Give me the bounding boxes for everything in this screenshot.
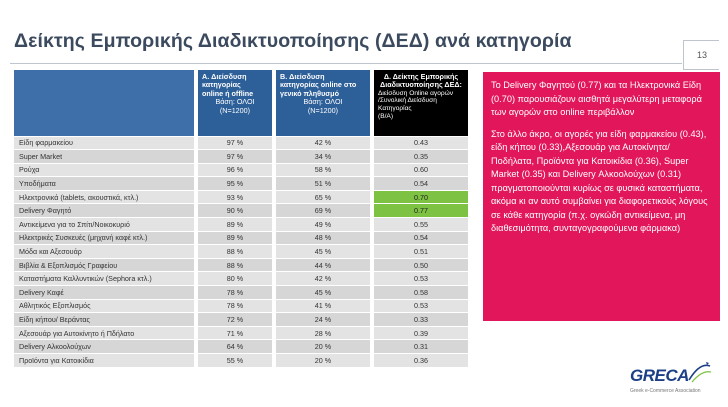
table-row xyxy=(14,163,468,177)
row-value-ded: 0.51 xyxy=(372,245,468,259)
row-category: Είδη κήπου/ Βεράντας xyxy=(14,313,196,327)
row-value-ded: 0.33 xyxy=(372,313,468,327)
table-header-row xyxy=(14,70,468,136)
row-value-b: 69 % xyxy=(274,204,372,218)
row-value-b: 65 % xyxy=(274,190,372,204)
row-value-a: 71 % xyxy=(196,326,274,340)
row-value-ded: 0.55 xyxy=(372,218,468,232)
row-value-b: 48 % xyxy=(274,231,372,245)
row-category: Αθλητικός Εξοπλισμός xyxy=(14,299,196,313)
row-category: Super Market xyxy=(14,150,196,164)
insight-callout xyxy=(483,72,720,321)
col-ded-title-line: Διαδικτυοποίησης ΔΕΔ: xyxy=(380,80,462,90)
row-category: Υποδήματα xyxy=(14,177,196,191)
row-value-a: 96 % xyxy=(196,163,274,177)
table-body xyxy=(14,136,468,367)
row-category: Βιβλία & Εξοπλισμός Γραφείου xyxy=(14,258,196,272)
logo-wordmark: GRECA xyxy=(630,366,689,385)
row-value-ded: 0.60 xyxy=(372,163,468,177)
row-value-a: 95 % xyxy=(196,177,274,191)
row-value-b: 45 % xyxy=(274,286,372,300)
row-value-ded: 0.31 xyxy=(372,340,468,354)
row-value-b: 44 % xyxy=(274,258,372,272)
col-ded-desc-line: Κατηγορίας xyxy=(378,105,412,112)
row-category: Ηλεκτρονικά (tablets, ακουστικά, κτλ.) xyxy=(14,190,196,204)
col-b-title-line: γενικό πληθυσμό xyxy=(280,88,339,98)
table-row xyxy=(14,340,468,354)
logo-swoosh-icon xyxy=(686,360,712,384)
row-value-a: 88 % xyxy=(196,258,274,272)
row-value-ded: 0.50 xyxy=(372,258,468,272)
row-value-ded: 0.77 xyxy=(372,204,468,218)
row-value-b: 45 % xyxy=(274,245,372,259)
row-value-b: 24 % xyxy=(274,313,372,327)
header-col-b xyxy=(274,70,372,136)
row-value-a: 72 % xyxy=(196,313,274,327)
col-b-title-line: B. Διείσδυση xyxy=(280,72,325,81)
row-value-b: 41 % xyxy=(274,299,372,313)
row-value-ded: 0.39 xyxy=(372,326,468,340)
callout-paragraph-2: Στο άλλο άκρο, οι αγορές για είδη φαρμακείου (0.43), είδη κήπου (0.33),Αξεσουάρ για Αυτοκίνητα/Ποδήλατα, Προϊόντα για Κατοικίδια (0.36), Super Market (0.35) και Delivery Αλκοολούχων (0.31) πραγματοποιούνται κυρίως σε φυσικά καταστήματα, ακόμα κι αν αυτό συμβαίνει για διαφορετικούς λόγους σε κάθε κατηγορία (π.χ. ογκώδη αντικείμενα, μη διαθεσιμότητα, συνταγογραφούμενα φάρμακα) xyxy=(491,128,708,233)
table-row xyxy=(14,299,468,313)
row-value-ded: 0.53 xyxy=(372,272,468,286)
table-row xyxy=(14,190,468,204)
row-value-b: 42 % xyxy=(274,136,372,150)
col-a-title-line: online ή offline xyxy=(202,88,254,98)
row-value-b: 20 % xyxy=(274,354,372,368)
col-b-title-line: κατηγορίας online στο xyxy=(280,80,357,90)
col-a-title-line: κατηγορίας xyxy=(202,80,241,90)
col-ded-desc-line: (B/A) xyxy=(378,112,394,120)
row-value-ded: 0.36 xyxy=(372,354,468,368)
col-ded-desc-line: /Συνολική Διείσδυση xyxy=(378,97,437,105)
row-value-ded: 0.54 xyxy=(372,231,468,245)
row-value-a: 97 % xyxy=(196,150,274,164)
row-value-a: 78 % xyxy=(196,286,274,300)
col-ded-desc-line: Διείσδυση Online αγορών xyxy=(378,89,454,97)
col-ded-title-line: Δ. Δείκτης Εμπορικής xyxy=(383,72,459,81)
row-value-a: 90 % xyxy=(196,204,274,218)
row-value-a: 88 % xyxy=(196,245,274,259)
table-row xyxy=(14,150,468,164)
row-value-a: 64 % xyxy=(196,340,274,354)
ded-table xyxy=(14,70,468,368)
slide-title: Δείκτης Εμπορικής Διαδικτυοποίησης (ΔΕΔ) ανά κατηγορία xyxy=(14,30,572,52)
row-value-a: 89 % xyxy=(196,231,274,245)
row-value-a: 55 % xyxy=(196,354,274,368)
table-row xyxy=(14,245,468,259)
row-value-b: 51 % xyxy=(274,177,372,191)
table-row xyxy=(14,177,468,191)
row-category: Είδη φαρμακείου xyxy=(14,136,196,150)
row-category: Αξεσουάρ για Αυτοκίνητο ή Πδήλατο xyxy=(14,326,196,340)
row-category: Καταστήματα Καλλυντικών (Sephora κτλ.) xyxy=(14,272,196,286)
row-value-ded: 0.58 xyxy=(372,286,468,300)
row-value-b: 34 % xyxy=(274,150,372,164)
row-value-a: 93 % xyxy=(196,190,274,204)
row-value-a: 80 % xyxy=(196,272,274,286)
header-col-a xyxy=(196,70,274,136)
row-value-ded: 0.70 xyxy=(372,190,468,204)
row-value-a: 89 % xyxy=(196,218,274,232)
row-category: Ηλεκτρικές Συσκευές (μηχανή καφέ κτλ.) xyxy=(14,231,196,245)
row-value-b: 20 % xyxy=(274,340,372,354)
greca-logo xyxy=(630,360,720,400)
row-value-b: 42 % xyxy=(274,272,372,286)
row-value-ded: 0.54 xyxy=(372,177,468,191)
row-category: Προϊόντα για Κατοικίδια xyxy=(14,354,196,368)
table-row xyxy=(14,231,468,245)
header-col-ded xyxy=(372,70,468,136)
row-value-a: 97 % xyxy=(196,136,274,150)
title-divider xyxy=(10,63,682,64)
row-category: Αντικείμενα για το Σπίτι/Νοικοκυριό xyxy=(14,218,196,232)
table-row xyxy=(14,354,468,368)
table-row xyxy=(14,313,468,327)
header-category-cell xyxy=(14,70,196,136)
row-value-a: 78 % xyxy=(196,299,274,313)
col-a-title-line: A. Διείσδυση xyxy=(202,72,247,81)
table-row xyxy=(14,258,468,272)
logo-subtitle: Greek e-Commerce Association xyxy=(630,388,701,394)
row-value-ded: 0.43 xyxy=(372,136,468,150)
table-row xyxy=(14,326,468,340)
table-row xyxy=(14,286,468,300)
col-a-base-line: Βάση: ΟΛΟΙ xyxy=(215,97,255,107)
callout-paragraph-1: Το Delivery Φαγητού (0.77) και τα Ηλεκτρονικά Είδη (0.70) παρουσιάζουν αισθητά μεγαλύτερη μεταφορά των αγορών στο online περιβάλλον xyxy=(491,80,702,117)
row-value-b: 49 % xyxy=(274,218,372,232)
row-category: Μόδα και Αξεσουάρ xyxy=(14,245,196,259)
col-b-base-line: Βάση: ΟΛΟΙ xyxy=(303,97,343,107)
row-value-b: 58 % xyxy=(274,163,372,177)
table-row xyxy=(14,204,468,218)
table-row xyxy=(14,136,468,150)
row-value-ded: 0.53 xyxy=(372,299,468,313)
col-b-base-line: (N=1200) xyxy=(307,105,339,115)
row-category: Delivery Φαγητό xyxy=(14,204,196,218)
row-category: Delivery Αλκοολούχων xyxy=(14,340,196,354)
page-number: 13 xyxy=(697,50,708,60)
table-row xyxy=(14,272,468,286)
col-a-base-line: (N=1200) xyxy=(219,105,251,115)
table-row xyxy=(14,218,468,232)
row-value-ded: 0.35 xyxy=(372,150,468,164)
row-category: Ρούχα xyxy=(14,163,196,177)
row-category: Delivery Καφέ xyxy=(14,286,196,300)
row-value-b: 28 % xyxy=(274,326,372,340)
